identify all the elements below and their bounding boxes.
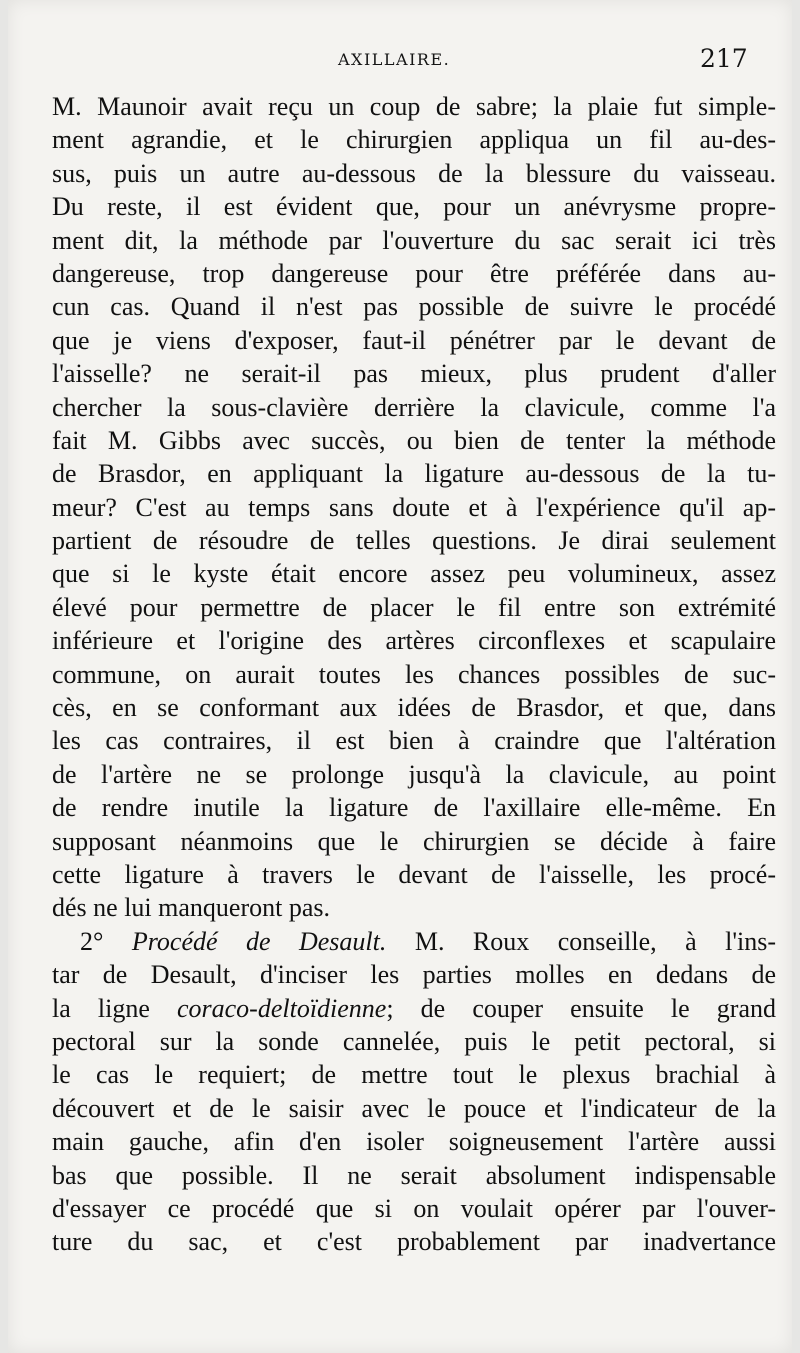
page-header bbox=[0, 44, 800, 74]
text-line: cun cas. Quand il n'est pas possible de suivre le procédé bbox=[52, 292, 776, 322]
text-line: que je viens d'exposer, faut-il pénétrer par le devant de bbox=[52, 325, 776, 355]
text-line: cès, en se conformant aux idées de Brasdor, et que, dans bbox=[52, 693, 776, 723]
text-line: meur? C'est au temps sans doute et à l'expérience qu'il ap- bbox=[52, 492, 776, 522]
page-number: 217 bbox=[700, 44, 748, 73]
text-line: ment dit, la méthode par l'ouverture du sac serait ici très bbox=[52, 225, 776, 255]
text-fragment: la ligne bbox=[52, 993, 150, 1023]
text-line: main gauche, afin d'en isoler soigneusement l'artère aussi bbox=[52, 1127, 776, 1157]
running-head: AXILLAIRE. bbox=[338, 50, 451, 69]
text-line: ture du sac, et c'est probablement par inadvertance bbox=[52, 1227, 776, 1257]
text-line: tar de Desault, d'inciser les parties molles en dedans de bbox=[52, 960, 776, 990]
text-line: chercher la sous-clavière derrière la clavicule, comme l'a bbox=[52, 392, 776, 422]
section-heading: Procédé de Desault. bbox=[131, 926, 387, 956]
text-line: supposant néanmoins que le chirurgien se décide à faire bbox=[52, 826, 776, 856]
text-line: commune, on aurait toutes les chances possibles de suc- bbox=[52, 659, 776, 689]
text-line: cette ligature à travers le devant de l'aisselle, les procé- bbox=[52, 859, 776, 889]
text-line: pectoral sur la sonde cannelée, puis le petit pectoral, si bbox=[52, 1026, 776, 1056]
text-line: que si le kyste était encore assez peu volumineux, assez bbox=[52, 559, 776, 589]
page-body bbox=[52, 90, 776, 1259]
text-line: dangereuse, trop dangereuse pour être préférée dans au- bbox=[52, 258, 776, 288]
text-fragment: M. Roux conseille, à l'ins- bbox=[414, 926, 777, 956]
section-number: 2° bbox=[80, 926, 104, 956]
text-line: fait M. Gibbs avec succès, ou bien de tenter la méthode bbox=[52, 425, 776, 455]
text-line: d'essayer ce procédé que si on voulait opérer par l'ouver- bbox=[52, 1193, 776, 1223]
italic-term: coraco-deltoïdienne bbox=[176, 993, 387, 1023]
paragraph-2-continuation bbox=[52, 1025, 776, 1259]
text-line: bas que possible. Il ne serait absolument indispensable bbox=[52, 1160, 776, 1190]
text-line bbox=[52, 925, 776, 958]
text-line: M. Maunoir avait reçu un coup de sabre; la plaie fut simple- bbox=[52, 92, 776, 121]
text-line: élevé pour permettre de placer le fil entre son extrémité bbox=[52, 592, 776, 622]
text-line: dés ne lui manqueront pas. bbox=[52, 893, 330, 923]
text-line: Du reste, il est évident que, pour un anévrysme propre- bbox=[52, 192, 776, 222]
paragraph-2 bbox=[52, 925, 776, 1259]
text-line bbox=[52, 992, 776, 1025]
text-line: l'aisselle? ne serait-il pas mieux, plus prudent d'aller bbox=[52, 359, 776, 389]
text-line: ment agrandie, et le chirurgien appliqua un fil au-des- bbox=[52, 125, 776, 155]
paragraph-1 bbox=[52, 90, 776, 925]
text-line: sus, puis un autre au-dessous de la blessure du vaisseau. bbox=[52, 158, 776, 188]
text-line: inférieure et l'origine des artères circonflexes et scapulaire bbox=[52, 626, 776, 656]
text-line: les cas contraires, il est bien à craindre que l'altération bbox=[52, 726, 776, 756]
text-line: partient de résoudre de telles questions. Je dirai seulement bbox=[52, 526, 776, 556]
text-line: de rendre inutile la ligature de l'axillaire elle-même. En bbox=[52, 793, 776, 823]
text-line: de Brasdor, en appliquant la ligature au-dessous de la tu- bbox=[52, 459, 776, 489]
text-line: le cas le requiert; de mettre tout le plexus brachial à bbox=[52, 1060, 776, 1090]
text-line: découvert et de le saisir avec le pouce et l'indicateur de la bbox=[52, 1093, 776, 1123]
text-fragment: ; de couper ensuite le grand bbox=[386, 993, 776, 1023]
text-line: de l'artère ne se prolonge jusqu'à la clavicule, au point bbox=[52, 759, 776, 789]
